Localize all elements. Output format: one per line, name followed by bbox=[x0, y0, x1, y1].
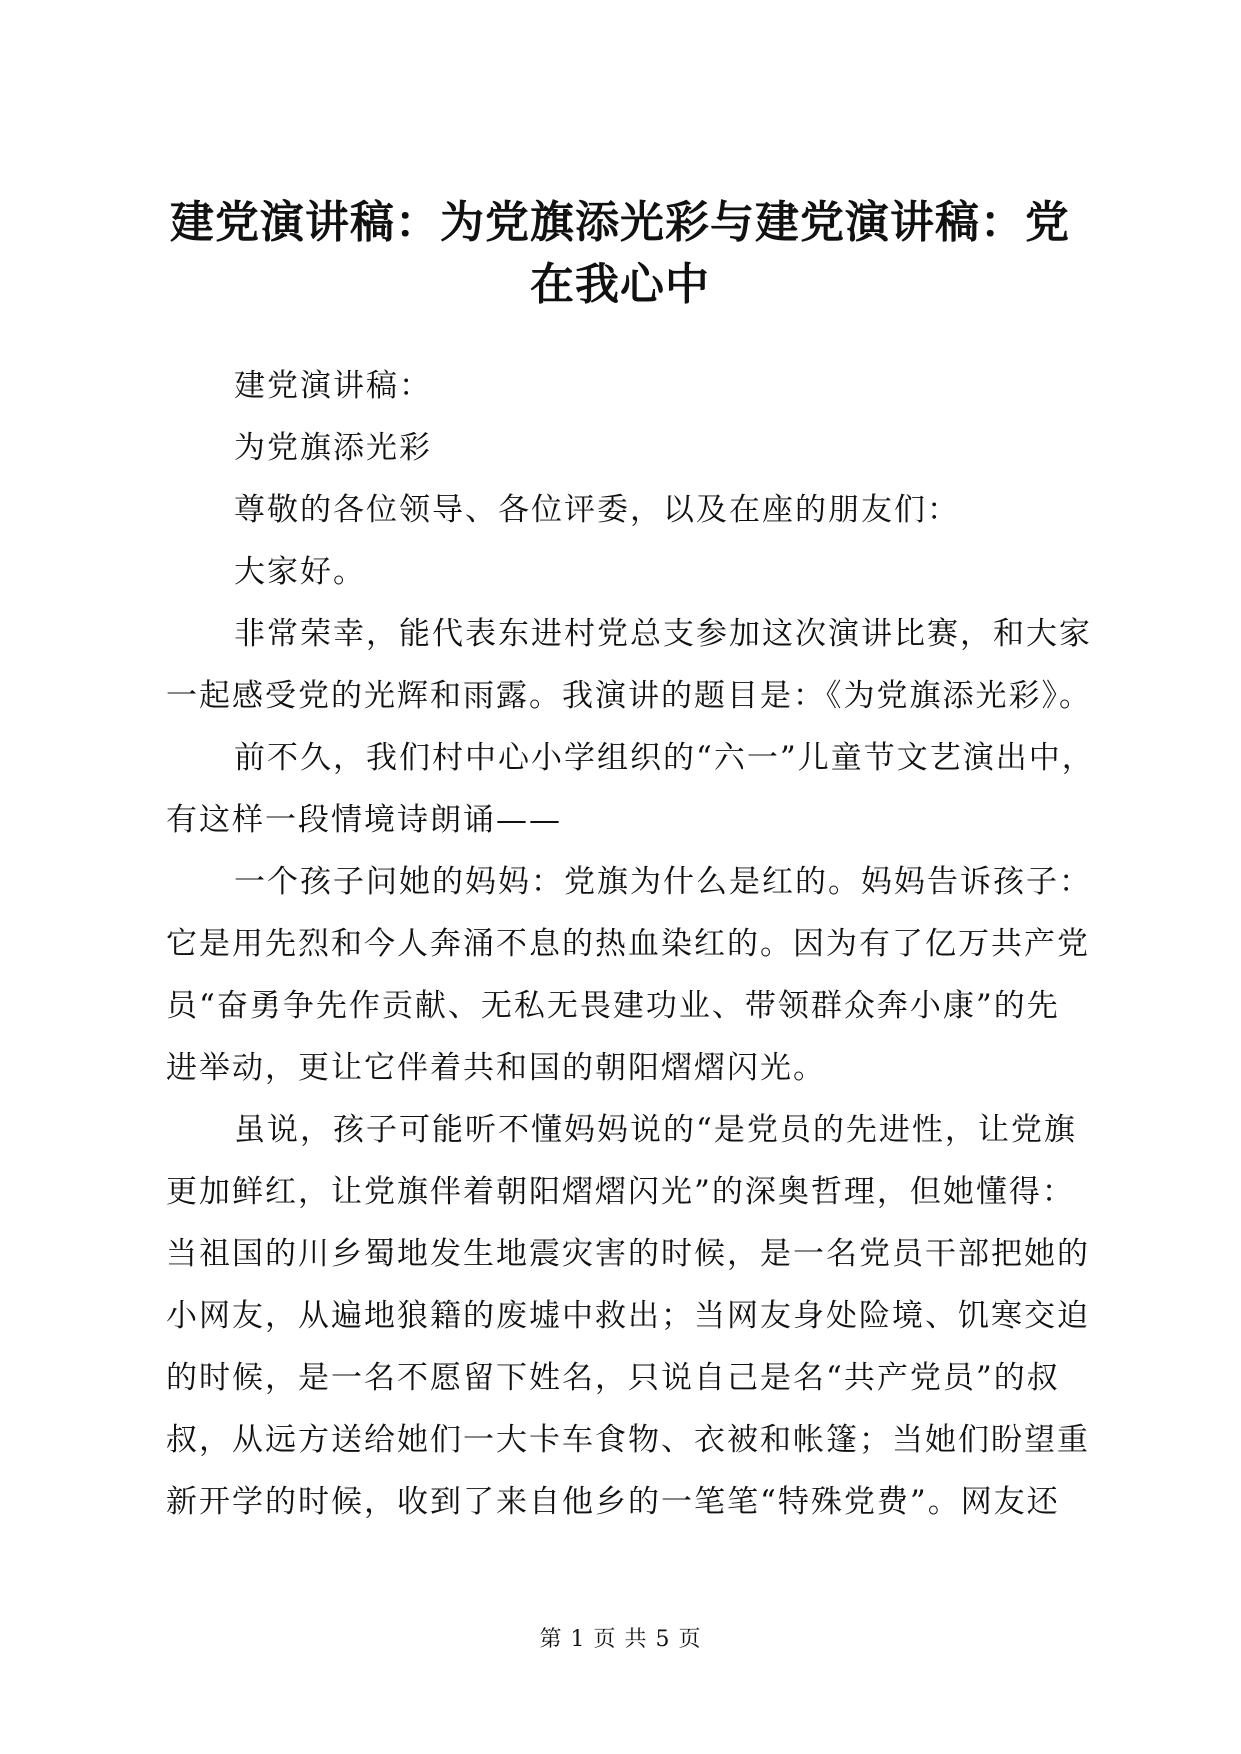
body-line: 一起感受党的光辉和雨露。我演讲的题目是：《为党旗添光彩》。 bbox=[166, 678, 1092, 714]
body-line: 大家好。 bbox=[234, 554, 366, 590]
body-line: 员“奋勇争先作贡献、无私无畏建功业、带领群众奔小康”的先 bbox=[166, 988, 1060, 1024]
title-line: 建党演讲稿：为党旗添光彩与建党演讲稿：党 bbox=[170, 197, 1070, 248]
page-footer: 第 1 页 共 5 页 bbox=[539, 1627, 702, 1652]
body-line: 建党演讲稿： bbox=[234, 368, 432, 404]
body-line: 为党旗添光彩 bbox=[234, 430, 432, 466]
body-line: 叔，从远方送给她们一大卡车食物、衣被和帐篷；当她们盼望重 bbox=[166, 1422, 1090, 1458]
body-line: 进举动，更让它伴着共和国的朝阳熠熠闪光。 bbox=[166, 1050, 826, 1086]
body-line: 一个孩子问她的妈妈：党旗为什么是红的。妈妈告诉孩子： bbox=[234, 864, 1092, 900]
body-line: 当祖国的川乡蜀地发生地震灾害的时候，是一名党员干部把她的 bbox=[166, 1236, 1090, 1272]
body-line: 小网友，从遍地狼籍的废墟中救出；当网友身处险境、饥寒交迫 bbox=[166, 1298, 1090, 1334]
body-line: 更加鲜红，让党旗伴着朝阳熠熠闪光”的深奥哲理，但她懂得： bbox=[166, 1174, 1075, 1210]
title-line: 在我心中 bbox=[530, 259, 710, 310]
body-line: 非常荣幸，能代表东进村党总支参加这次演讲比赛，和大家 bbox=[234, 616, 1092, 652]
document-body bbox=[166, 355, 1095, 1533]
body-line: 新开学的时候，收到了来自他乡的一笔笔“特殊党费”。网友还 bbox=[166, 1484, 1060, 1520]
body-line: 前不久，我们村中心小学组织的“六一”儿童节文艺演出中， bbox=[234, 740, 1095, 776]
body-line: 它是用先烈和今人奔涌不息的热血染红的。因为有了亿万共产党 bbox=[166, 926, 1090, 962]
body-line: 的时候，是一名不愿留下姓名，只说自己是名“共产党员”的叔 bbox=[166, 1360, 1060, 1396]
body-line: 尊敬的各位领导、各位评委，以及在座的朋友们： bbox=[234, 492, 960, 528]
body-line: 有这样一段情境诗朗诵—— bbox=[166, 802, 562, 838]
document-title bbox=[150, 192, 1090, 316]
body-line: 虽说，孩子可能听不懂妈妈说的“是党员的先进性，让党旗 bbox=[234, 1112, 1077, 1148]
